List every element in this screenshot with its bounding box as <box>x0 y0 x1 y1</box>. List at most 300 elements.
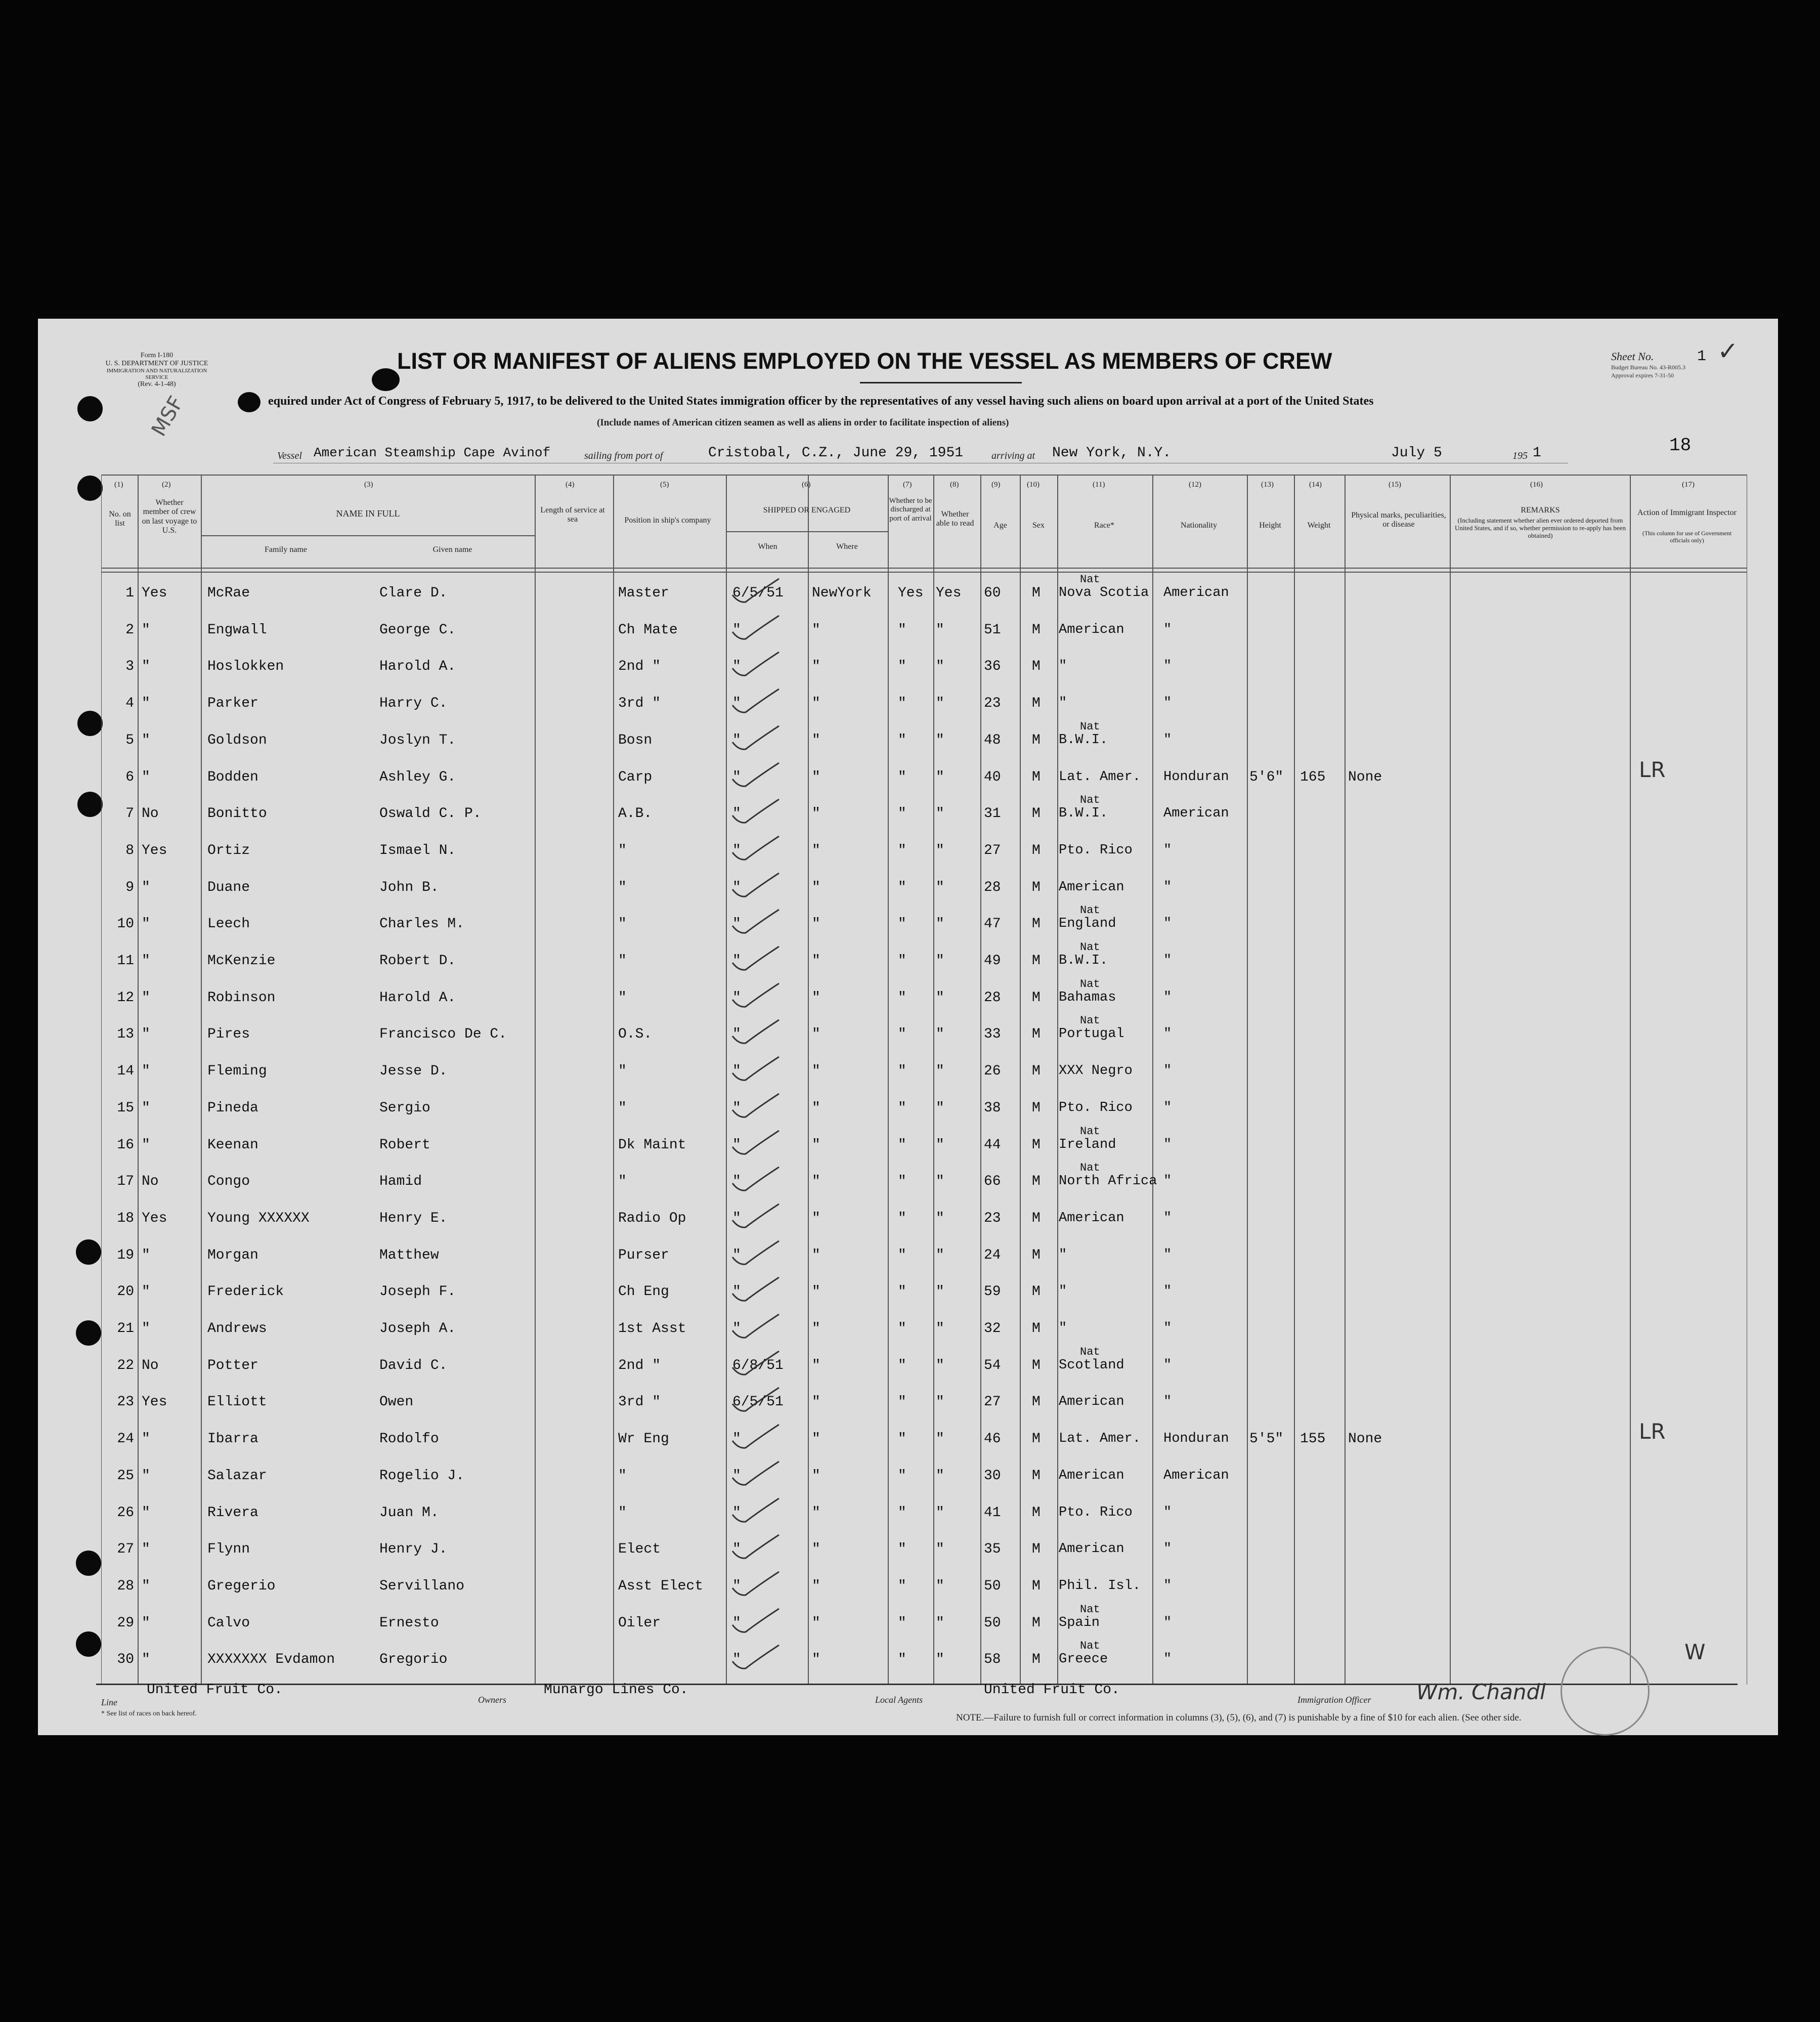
shipped-where: " <box>812 806 820 822</box>
sex: M <box>1032 806 1041 822</box>
able-to-read: " <box>936 1431 944 1447</box>
shipped-when: " <box>732 1137 741 1153</box>
given-name: Gregorio <box>379 1652 448 1668</box>
discharged: " <box>898 1210 906 1226</box>
row-number: 2 <box>125 622 134 638</box>
naturalized-prefix: Nat <box>1080 941 1100 954</box>
col8-number: (8) <box>950 481 959 489</box>
last-voyage: Yes <box>142 842 167 858</box>
sex: M <box>1032 585 1041 601</box>
given-name: Robert D. <box>379 953 456 969</box>
owners-label: Owners <box>478 1695 507 1705</box>
check-mark <box>728 1607 784 1637</box>
position: " <box>618 990 627 1006</box>
family-name: Elliott <box>207 1394 267 1410</box>
given-name: Harold A. <box>379 659 456 675</box>
age: 41 <box>984 1504 1001 1521</box>
punch-hole <box>77 711 103 736</box>
last-voyage: " <box>142 1468 150 1484</box>
inspector-action: LR <box>1639 1419 1666 1444</box>
last-voyage: Yes <box>142 1394 167 1410</box>
sex: M <box>1032 1026 1041 1043</box>
port-stamp <box>1561 1647 1650 1736</box>
position: Master <box>618 585 669 601</box>
col5-label: Position in ship's company <box>624 516 711 525</box>
col4-number: (4) <box>566 481 575 489</box>
position: 2nd " <box>618 659 661 675</box>
last-voyage: " <box>142 1652 150 1668</box>
last-voyage: " <box>142 1321 150 1337</box>
row-number: 10 <box>117 916 134 932</box>
shipped-when: " <box>732 1541 741 1558</box>
shipped-when: 6/5/51 <box>732 585 784 601</box>
able-to-read: " <box>936 1100 944 1116</box>
last-voyage: " <box>142 916 150 932</box>
able-to-read: " <box>936 1247 944 1263</box>
arrival-date: July 5 <box>1391 445 1442 461</box>
table-vline <box>1057 475 1058 1685</box>
check-mark <box>728 871 784 901</box>
sex: M <box>1032 1247 1041 1263</box>
discharged: " <box>898 1431 906 1447</box>
position: " <box>618 1100 627 1116</box>
row-number: 18 <box>117 1210 134 1226</box>
row-number: 5 <box>125 732 134 748</box>
col4-label: Length of service at sea <box>540 506 605 524</box>
sex: M <box>1032 1431 1041 1447</box>
discharged: " <box>898 1357 906 1373</box>
form-number: Form I-180 <box>140 352 174 359</box>
shipped-when: " <box>732 1652 741 1668</box>
sex: M <box>1032 769 1041 785</box>
last-voyage: " <box>142 732 150 748</box>
col13-number: (13) <box>1261 481 1274 489</box>
race: B.W.I. <box>1059 806 1108 822</box>
position: 3rd " <box>618 1394 661 1410</box>
table-vline <box>1152 475 1153 1685</box>
row-number: 21 <box>117 1321 134 1337</box>
col10-label: Sex <box>1032 521 1045 530</box>
able-to-read: " <box>936 622 944 638</box>
budget-bureau: Budget Bureau No. 43-R005.3 <box>1611 364 1685 371</box>
age: 33 <box>984 1026 1001 1043</box>
sex: M <box>1032 842 1041 858</box>
age: 24 <box>984 1247 1001 1263</box>
able-to-read: " <box>936 1468 944 1484</box>
table-vline <box>138 475 139 1685</box>
last-voyage: " <box>142 659 150 675</box>
punch-hole <box>77 476 103 501</box>
shipped-where: " <box>812 1026 820 1043</box>
family-name: McRae <box>207 585 250 601</box>
table-hline <box>101 475 1747 476</box>
form-info <box>99 352 215 389</box>
shipped-when: " <box>732 1321 741 1337</box>
discharged: " <box>898 916 906 932</box>
owners-value: Munargo Lines Co. <box>544 1682 688 1698</box>
sex: M <box>1032 953 1041 969</box>
naturalized-prefix: Nat <box>1080 904 1100 917</box>
age: 35 <box>984 1541 1001 1558</box>
last-voyage: " <box>142 1504 150 1521</box>
position: " <box>618 916 627 932</box>
age: 23 <box>984 1210 1001 1226</box>
nationality: " <box>1163 1174 1172 1189</box>
col16-sub: (Including statement whether alien ever ordered deported from United States, and if so, whether permission to re-apply has been obtained) <box>1455 517 1626 539</box>
family-name: Leech <box>207 916 250 932</box>
age: 27 <box>984 1394 1001 1410</box>
family-name: Young XXXXXX <box>207 1210 310 1226</box>
agents-value: United Fruit Co. <box>984 1682 1120 1698</box>
given-name: Rogelio J. <box>379 1468 465 1484</box>
family-name: Salazar <box>207 1468 267 1484</box>
check-mark <box>728 1312 784 1343</box>
naturalized-prefix: Nat <box>1080 573 1100 586</box>
col6-where: Where <box>836 542 858 551</box>
col10-number: (10) <box>1027 481 1039 489</box>
check-mark <box>728 1202 784 1232</box>
sex: M <box>1032 1321 1041 1337</box>
able-to-read: " <box>936 953 944 969</box>
family-name: Parker <box>207 696 258 712</box>
col6-when: When <box>758 542 777 551</box>
shipped-where: " <box>812 1504 820 1521</box>
table-vline <box>613 475 614 1685</box>
row-number: 27 <box>117 1541 134 1558</box>
race: " <box>1059 1284 1067 1300</box>
document-title: LIST OR MANIFEST OF ALIENS EMPLOYED ON THE VESSEL AS MEMBERS OF CREW <box>397 348 1332 374</box>
weight: 165 <box>1300 769 1326 785</box>
page-number: 18 <box>1669 435 1692 456</box>
family-name: Calvo <box>207 1615 250 1631</box>
weight: 155 <box>1300 1431 1326 1447</box>
discharged: " <box>898 806 906 822</box>
race: Ireland <box>1059 1137 1116 1152</box>
race: Pto. Rico <box>1059 842 1133 858</box>
discharged: " <box>898 732 906 748</box>
discharged: " <box>898 1137 906 1153</box>
race: American <box>1059 1541 1124 1557</box>
discharged: " <box>898 1541 906 1558</box>
able-to-read: " <box>936 1137 944 1153</box>
discharged: " <box>898 990 906 1006</box>
shipped-when: 6/8/51 <box>732 1357 784 1373</box>
nationality: " <box>1163 953 1172 968</box>
nationality: " <box>1163 990 1172 1005</box>
race: Pto. Rico <box>1059 1100 1133 1115</box>
shipped-where: " <box>812 1468 820 1484</box>
last-voyage: " <box>142 990 150 1006</box>
vessel-name: American Steamship Cape Avinof <box>314 445 551 460</box>
sex: M <box>1032 732 1041 748</box>
able-to-read: " <box>936 842 944 858</box>
given-name: Juan M. <box>379 1504 439 1521</box>
family-name: Fleming <box>207 1063 267 1080</box>
age: 50 <box>984 1615 1001 1631</box>
sex: M <box>1032 1468 1041 1484</box>
race: Bahamas <box>1059 990 1116 1005</box>
last-voyage: " <box>142 1247 150 1263</box>
discharged: " <box>898 1063 906 1080</box>
race: B.W.I. <box>1059 953 1108 968</box>
position: 3rd " <box>618 696 661 712</box>
shipped-when: " <box>732 1063 741 1080</box>
shipped-where: " <box>812 1210 820 1226</box>
able-to-read: Yes <box>936 585 962 601</box>
col6-label: SHIPPED OR ENGAGED <box>763 506 851 514</box>
last-voyage: No <box>142 1174 159 1190</box>
age: 50 <box>984 1578 1001 1594</box>
table-vline <box>980 475 981 1685</box>
table-hline <box>201 535 535 536</box>
position: Ch Eng <box>618 1284 669 1300</box>
naturalized-prefix: Nat <box>1080 1345 1100 1358</box>
row-number: 17 <box>117 1174 134 1190</box>
sex: M <box>1032 1284 1041 1300</box>
shipped-where: " <box>812 990 820 1006</box>
family-name: Ibarra <box>207 1431 258 1447</box>
check-mark <box>728 908 784 938</box>
given-name: Henry J. <box>379 1541 448 1558</box>
nationality: " <box>1163 1100 1172 1115</box>
race: Pto. Rico <box>1059 1504 1133 1520</box>
position: " <box>618 953 627 969</box>
shipped-when: " <box>732 1431 741 1447</box>
age: 28 <box>984 990 1001 1006</box>
family-name: Rivera <box>207 1504 258 1521</box>
col3-label: NAME IN FULL <box>336 508 400 519</box>
able-to-read: " <box>936 990 944 1006</box>
age: 58 <box>984 1652 1001 1668</box>
row-number: 23 <box>117 1394 134 1410</box>
ink-blot <box>238 392 261 412</box>
sex: M <box>1032 1210 1041 1226</box>
position: " <box>618 1504 627 1521</box>
age: 66 <box>984 1174 1001 1190</box>
last-voyage: " <box>142 879 150 895</box>
table-vline <box>535 475 536 1685</box>
shipped-when: " <box>732 953 741 969</box>
revision: (Rev. 4-1-48) <box>138 380 176 389</box>
col1-number: (1) <box>114 481 123 489</box>
age: 30 <box>984 1468 1001 1484</box>
last-voyage: Yes <box>142 585 167 601</box>
sex: M <box>1032 990 1041 1006</box>
check-mark <box>728 577 784 607</box>
row-number: 8 <box>125 842 134 858</box>
race: Scotland <box>1059 1357 1124 1373</box>
position: Bosn <box>618 732 653 748</box>
year-suffix: 1 <box>1533 445 1541 461</box>
age: 38 <box>984 1100 1001 1116</box>
row-number: 20 <box>117 1284 134 1300</box>
age: 23 <box>984 696 1001 712</box>
sheet-label: Sheet No. <box>1611 350 1654 363</box>
family-name: Ortiz <box>207 842 250 858</box>
row-number: 9 <box>125 879 134 895</box>
shipped-where: " <box>812 1174 820 1190</box>
race: American <box>1059 1394 1124 1410</box>
sex: M <box>1032 1174 1041 1190</box>
nationality: " <box>1163 916 1172 932</box>
nationality: " <box>1163 1615 1172 1630</box>
given-name: Charles M. <box>379 916 465 932</box>
discharged: " <box>898 1100 906 1116</box>
row-number: 4 <box>125 696 134 712</box>
position: 1st Asst <box>618 1321 686 1337</box>
row-number: 6 <box>125 769 134 785</box>
discharged: " <box>898 1394 906 1410</box>
sex: M <box>1032 1063 1041 1080</box>
last-voyage: " <box>142 953 150 969</box>
given-name: Ashley G. <box>379 769 456 785</box>
age: 48 <box>984 732 1001 748</box>
given-name: Joseph A. <box>379 1321 456 1337</box>
race: American <box>1059 879 1124 895</box>
family-name: Congo <box>207 1174 250 1190</box>
position: " <box>618 842 627 858</box>
nationality: " <box>1163 1394 1172 1410</box>
check-mark <box>728 1092 784 1122</box>
col12-label: Nationality <box>1181 521 1217 530</box>
race: Phil. Isl. <box>1059 1578 1141 1594</box>
col5-number: (5) <box>660 481 669 489</box>
col11-number: (11) <box>1093 481 1105 489</box>
shipped-where: " <box>812 879 820 895</box>
sex: M <box>1032 622 1041 638</box>
col16-number: (16) <box>1530 481 1543 489</box>
shipped-where: NewYork <box>812 585 872 601</box>
table-vline <box>1450 475 1451 1685</box>
given-name: Jesse D. <box>379 1063 448 1080</box>
last-voyage: " <box>142 1578 150 1594</box>
race: American <box>1059 1210 1124 1226</box>
last-voyage: " <box>142 1431 150 1447</box>
col14-label: Weight <box>1307 521 1331 530</box>
col16-label: REMARKS <box>1521 506 1560 514</box>
sex: M <box>1032 1100 1041 1116</box>
punch-hole <box>77 792 103 817</box>
shipped-when: " <box>732 806 741 822</box>
able-to-read: " <box>936 1504 944 1521</box>
race: Lat. Amer. <box>1059 769 1141 785</box>
check-mark <box>728 761 784 791</box>
shipped-when: " <box>732 916 741 932</box>
shipped-when: " <box>732 1210 741 1226</box>
given-name: Hamid <box>379 1174 422 1190</box>
table-hline <box>726 531 888 532</box>
shipped-where: " <box>812 1357 820 1373</box>
discharged: " <box>898 1321 906 1337</box>
age: 59 <box>984 1284 1001 1300</box>
check-mark <box>728 1165 784 1195</box>
discharged: Yes <box>898 585 924 601</box>
discharged: " <box>898 659 906 675</box>
check-mark <box>728 1423 784 1453</box>
shipped-when: " <box>732 842 741 858</box>
able-to-read: " <box>936 1321 944 1337</box>
family-name: XXXXXXX Evdamon <box>207 1652 335 1668</box>
check-mark <box>728 981 784 1012</box>
discharged: " <box>898 879 906 895</box>
age: 36 <box>984 659 1001 675</box>
race: North Africa <box>1059 1174 1157 1189</box>
given-name: Oswald C. P. <box>379 806 482 822</box>
position: Wr Eng <box>618 1431 669 1447</box>
given-name: Ernesto <box>379 1615 439 1631</box>
line-value: United Fruit Co. <box>147 1682 283 1698</box>
able-to-read: " <box>936 879 944 895</box>
discharged: " <box>898 953 906 969</box>
check-mark <box>728 724 784 754</box>
naturalized-prefix: Nat <box>1080 1603 1100 1616</box>
family-name: Keenan <box>207 1137 258 1153</box>
race: " <box>1059 659 1067 674</box>
sex: M <box>1032 1394 1041 1410</box>
check-mark <box>728 650 784 680</box>
check-mark <box>728 1570 784 1600</box>
row-number: 30 <box>117 1652 134 1668</box>
nationality: " <box>1163 1026 1172 1042</box>
family-name: Gregerio <box>207 1578 276 1594</box>
shipped-where: " <box>812 1394 820 1410</box>
able-to-read: " <box>936 1615 944 1631</box>
last-voyage: " <box>142 622 150 638</box>
service: IMMIGRATION AND NATURALIZATION SERVICE <box>106 368 207 380</box>
discharged: " <box>898 1026 906 1043</box>
shipped-when: " <box>732 1504 741 1521</box>
race: England <box>1059 916 1116 932</box>
shipped-where: " <box>812 696 820 712</box>
nationality: American <box>1163 806 1229 822</box>
shipped-when: " <box>732 1468 741 1484</box>
race: Greece <box>1059 1652 1108 1667</box>
able-to-read: " <box>936 1394 944 1410</box>
nationality: American <box>1163 585 1229 600</box>
col7-number: (7) <box>903 481 912 489</box>
shipped-where: " <box>812 842 820 858</box>
nationality: " <box>1163 1578 1172 1594</box>
nationality: " <box>1163 879 1172 895</box>
position: " <box>618 1174 627 1190</box>
shipped-when: " <box>732 1284 741 1300</box>
col15-number: (15) <box>1389 481 1401 489</box>
given-name: Harold A. <box>379 990 456 1006</box>
discharged: " <box>898 1468 906 1484</box>
family-name: Andrews <box>207 1321 267 1337</box>
sex: M <box>1032 1652 1041 1668</box>
last-voyage: " <box>142 1100 150 1116</box>
shipped-when: " <box>732 622 741 638</box>
able-to-read: " <box>936 1284 944 1300</box>
check-mark <box>728 944 784 975</box>
sex: M <box>1032 1578 1041 1594</box>
given-name: Rodolfo <box>379 1431 439 1447</box>
punch-hole <box>76 1320 101 1346</box>
check-mark <box>728 1129 784 1159</box>
nationality: " <box>1163 1652 1172 1667</box>
shipped-when: " <box>732 879 741 895</box>
col7-label: Whether to be discharged at port of arrival <box>889 497 932 523</box>
nationality: " <box>1163 1357 1172 1373</box>
sheet-check-mark: ✓ <box>1717 336 1739 366</box>
age: 44 <box>984 1137 1001 1153</box>
position: " <box>618 1063 627 1080</box>
nationality: " <box>1163 1321 1172 1336</box>
ink-blot <box>372 368 400 391</box>
shipped-when: " <box>732 696 741 712</box>
nationality: Honduran <box>1163 1431 1229 1447</box>
